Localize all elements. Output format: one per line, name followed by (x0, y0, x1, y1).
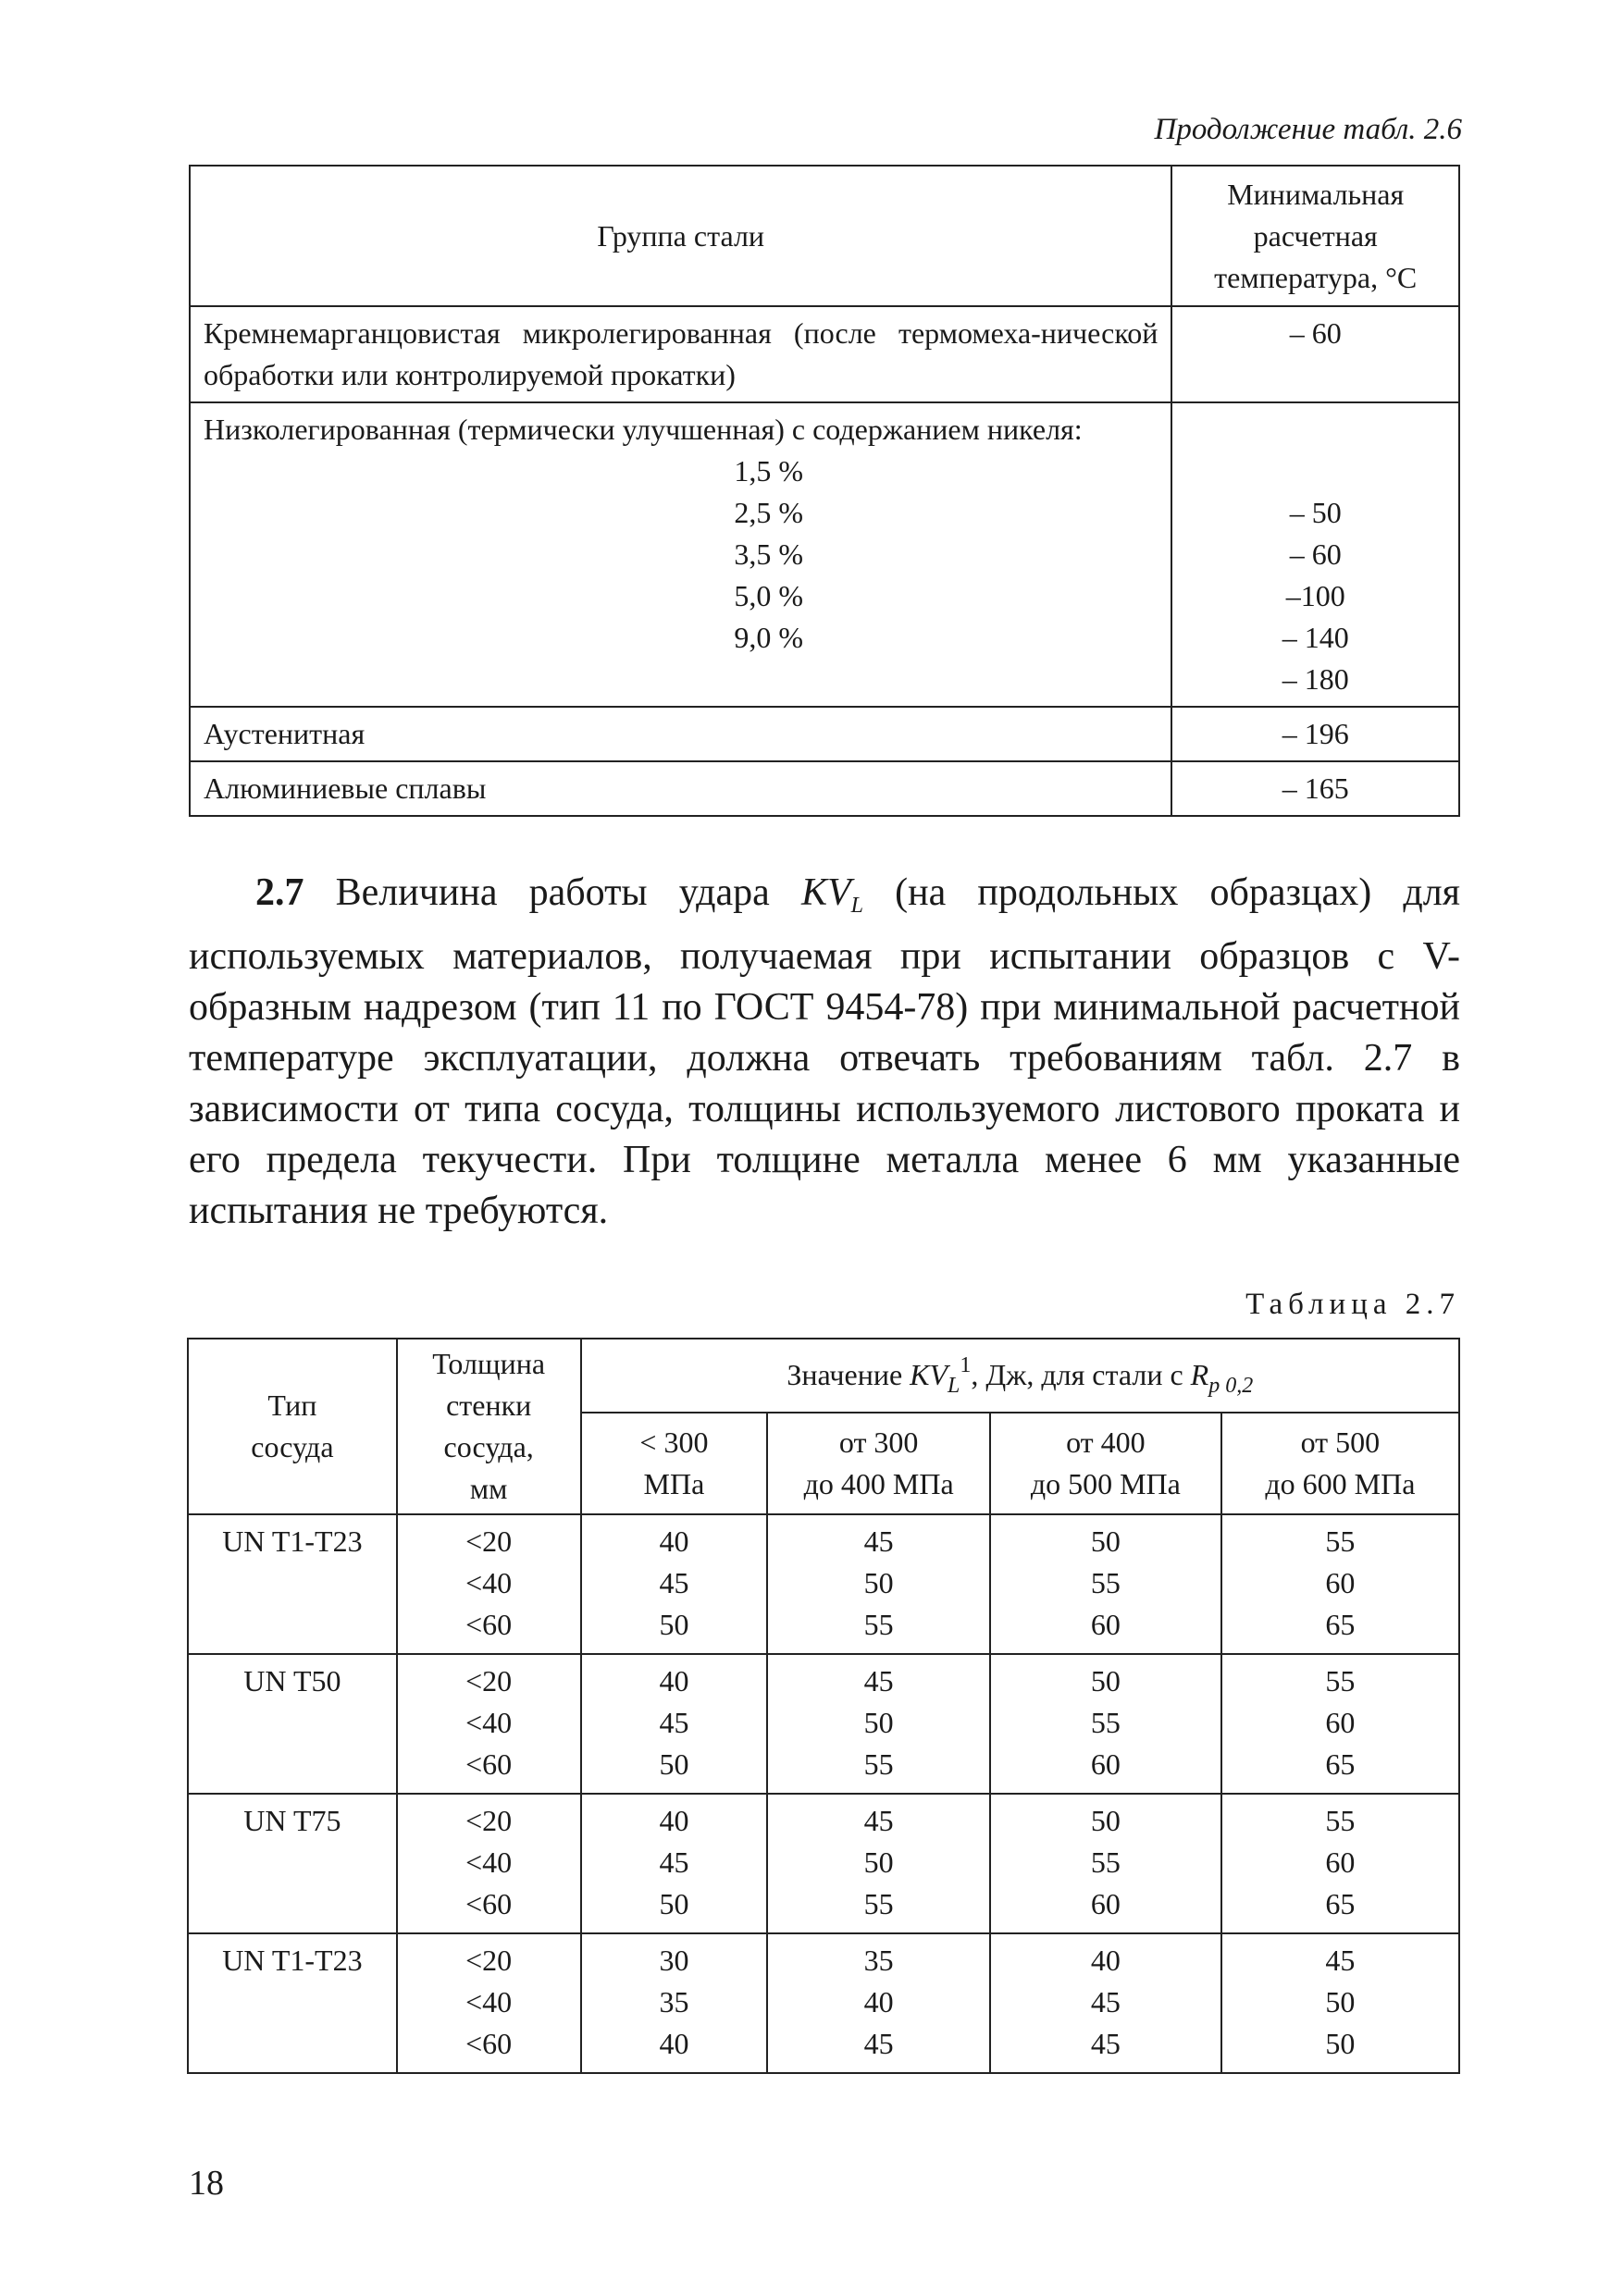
table-header-row (188, 1339, 1459, 1413)
temperature-value: – 180 (1282, 662, 1349, 696)
kv-values-cell (581, 1933, 768, 2073)
header-min-temperature (1171, 166, 1459, 306)
thickness-value: <40 (465, 1845, 513, 1879)
page-number: 18 (189, 2164, 224, 2203)
steel-group-label: Алюминиевые сплавы (190, 761, 1171, 816)
temperature-value: – 196 (1171, 707, 1459, 761)
kv-value: 45 (863, 1804, 894, 1837)
kv-values-cell (990, 1654, 1221, 1794)
thickness-value: <60 (465, 1608, 513, 1641)
kv-symbol: KV (800, 871, 851, 914)
table-header-row (190, 166, 1459, 306)
kv-values-cell (1221, 1933, 1459, 2073)
kv-value: 55 (863, 1608, 894, 1641)
kv-value: 45 (659, 1706, 689, 1739)
kv-value: 60 (1325, 1706, 1356, 1739)
header-line: температура, °С (1214, 260, 1418, 294)
header-line: мм (469, 1472, 508, 1505)
kv-value: 65 (1325, 1887, 1356, 1920)
kv-value: 35 (659, 1985, 689, 2018)
table-2-6-continuation (189, 165, 1460, 817)
kv-values-cell (1221, 1654, 1459, 1794)
steel-group-nickel (190, 402, 1171, 707)
kv-values-cell (581, 1514, 768, 1654)
kv-values-cell (990, 1933, 1221, 2073)
temperature-value: –100 (1285, 579, 1345, 612)
kv-value: 45 (1090, 2027, 1121, 2060)
steel-group-label: Кремнемарганцовистая микролегированная (после термомеха-нической обработки или контролируемой прокатки) (190, 306, 1171, 402)
thickness-value: <20 (465, 1944, 513, 1977)
table-row (188, 1933, 1459, 2073)
vessel-type: UN T75 (188, 1794, 397, 1933)
vessel-type: UN T1-T23 (188, 1514, 397, 1654)
temperature-value: – 60 (1289, 537, 1342, 571)
thickness-value: <60 (465, 2027, 513, 2060)
kv-values-cell (990, 1794, 1221, 1933)
thickness-value: <40 (465, 1566, 513, 1599)
table-row (190, 402, 1459, 707)
temperature-values (1171, 402, 1459, 707)
kv-value: 55 (1325, 1804, 1356, 1837)
thickness-value: <20 (465, 1524, 513, 1558)
r-symbol: R (1190, 1357, 1209, 1391)
thickness-value: <40 (465, 1985, 513, 2018)
kv-value: 50 (1325, 1985, 1356, 2018)
kv-value: 55 (1090, 1845, 1121, 1879)
paragraph-text: Величина работы удара (304, 871, 801, 914)
header-strength-range (1221, 1413, 1459, 1514)
kv-symbol: KV (910, 1357, 948, 1391)
header-line: до 600 МПа (1265, 1467, 1416, 1500)
thickness-value: <20 (465, 1664, 513, 1697)
temperature-value: – 60 (1171, 306, 1459, 402)
section-2-7-paragraph (189, 868, 1460, 1237)
header-line: МПа (643, 1467, 705, 1500)
kv-value: 45 (1325, 1944, 1356, 1977)
kv-value: 50 (1325, 2027, 1356, 2060)
header-text: , Дж, для стали с (971, 1357, 1191, 1391)
thickness-value: <20 (465, 1804, 513, 1837)
header-line: сосуда, (443, 1430, 534, 1463)
kv-values-cell (1221, 1794, 1459, 1933)
header-line: расчетная (1253, 218, 1378, 253)
header-line: от 300 (838, 1426, 919, 1459)
header-line: стенки (446, 1389, 532, 1422)
header-strength-range (990, 1413, 1221, 1514)
kv-value: 45 (659, 1566, 689, 1599)
header-line: Толщина (432, 1347, 546, 1380)
kv-values-cell (1221, 1514, 1459, 1654)
kv-value: 55 (1325, 1664, 1356, 1697)
kv-value: 40 (659, 1664, 689, 1697)
kv-value: 50 (863, 1706, 894, 1739)
header-vessel-type (188, 1339, 397, 1514)
kv-value: 50 (659, 1747, 689, 1781)
steel-group-label: Аустенитная (190, 707, 1171, 761)
kv-values-cell (581, 1794, 768, 1933)
table-2-7-caption: Таблица 2.7 (1245, 1288, 1460, 1321)
temperature-value: – 165 (1171, 761, 1459, 816)
header-line: до 500 МПа (1030, 1467, 1181, 1500)
thickness-cell (397, 1933, 581, 2073)
kv-values-cell (767, 1933, 990, 2073)
kv-value: 45 (863, 1664, 894, 1697)
kv-value: 40 (659, 1524, 689, 1558)
temperature-value: – 140 (1282, 621, 1349, 654)
temperature-value: – 50 (1289, 496, 1342, 529)
header-line: от 400 (1066, 1426, 1146, 1459)
kv-value: 40 (1090, 1944, 1121, 1977)
header-line: Минимальная (1227, 177, 1405, 211)
header-line: сосуда (251, 1430, 334, 1463)
kv-value: 60 (1090, 1608, 1121, 1641)
kv-value: 45 (863, 2027, 894, 2060)
header-wall-thickness (397, 1339, 581, 1514)
kv-value: 55 (1090, 1566, 1121, 1599)
thickness-cell (397, 1654, 581, 1794)
kv-value: 45 (1090, 1985, 1121, 2018)
kv-value: 35 (863, 1944, 894, 1977)
table-2-7 (187, 1338, 1460, 2074)
header-steel-group: Группа стали (190, 166, 1171, 306)
paragraph-text: (на продольных образцах) для используемых материалов, получаемая при испытании образцов с V-образным надрезом (тип 11 по ГОСТ 9454-78) при минимальной расчетной температуре эксплуатации, должна отвечать требованиям табл. 2.7 в зависимости от типа сосуда, толщины используемого листового проката и его предела текучести. При толщине металла менее 6 мм указанные испытания не требуются. (189, 871, 1460, 1232)
kv-subscript: L (850, 894, 864, 918)
kv-value: 40 (863, 1985, 894, 2018)
thickness-value: <40 (465, 1706, 513, 1739)
kv-value: 50 (659, 1887, 689, 1920)
r-subscript: p 0,2 (1208, 1373, 1254, 1398)
kv-value: 50 (1090, 1524, 1121, 1558)
header-line: < 300 (639, 1426, 709, 1459)
kv-value: 65 (1325, 1608, 1356, 1641)
kv-value: 55 (863, 1887, 894, 1920)
table-row (190, 761, 1459, 816)
kv-value: 50 (1090, 1664, 1121, 1697)
kv-value: 50 (863, 1566, 894, 1599)
section-number: 2.7 (255, 871, 304, 914)
kv-values-cell (990, 1514, 1221, 1654)
kv-values-cell (767, 1794, 990, 1933)
spacer (1185, 409, 1445, 492)
table-continuation-caption: Продолжение табл. 2.6 (1154, 113, 1462, 146)
kv-value: 55 (1325, 1524, 1356, 1558)
kv-value: 60 (1325, 1845, 1356, 1879)
kv-value: 60 (1325, 1566, 1356, 1599)
steel-group-label: Низколегированная (термически улучшенная) с содержанием никеля: (204, 413, 1083, 446)
header-line: Тип (267, 1389, 317, 1422)
kv-value: 55 (1090, 1706, 1121, 1739)
nickel-content: 3,5 % (734, 537, 804, 571)
kv-values-cell (767, 1514, 990, 1654)
vessel-type: UN T1-T23 (188, 1933, 397, 2073)
table-row (188, 1654, 1459, 1794)
kv-value: 30 (659, 1944, 689, 1977)
table-row (190, 306, 1459, 402)
kv-value: 50 (1090, 1804, 1121, 1837)
table-row (188, 1794, 1459, 1933)
kv-value: 45 (659, 1845, 689, 1879)
kv-value: 45 (863, 1524, 894, 1558)
kv-value: 55 (863, 1747, 894, 1781)
header-text: Значение (787, 1357, 911, 1391)
kv-value: 40 (659, 1804, 689, 1837)
kv-values-cell (767, 1654, 990, 1794)
thickness-cell (397, 1794, 581, 1933)
kv-values-cell (581, 1654, 768, 1794)
vessel-type: UN T50 (188, 1654, 397, 1794)
header-line: от 500 (1300, 1426, 1381, 1459)
nickel-content: 2,5 % (734, 496, 804, 529)
header-kv-group (581, 1339, 1459, 1413)
kv-value: 50 (659, 1608, 689, 1641)
header-line: до 400 МПа (803, 1467, 954, 1500)
nickel-content: 1,5 % (734, 454, 804, 488)
footnote-marker: 1 (960, 1352, 972, 1377)
nickel-content: 9,0 % (734, 621, 804, 654)
thickness-value: <60 (465, 1887, 513, 1920)
header-strength-range (581, 1413, 768, 1514)
kv-subscript: L (948, 1373, 960, 1398)
kv-value: 65 (1325, 1747, 1356, 1781)
table-row (190, 707, 1459, 761)
header-strength-range (767, 1413, 990, 1514)
kv-value: 40 (659, 2027, 689, 2060)
table-row (188, 1514, 1459, 1654)
nickel-content: 5,0 % (734, 579, 804, 612)
thickness-cell (397, 1514, 581, 1654)
thickness-value: <60 (465, 1747, 513, 1781)
kv-value: 60 (1090, 1747, 1121, 1781)
kv-value: 60 (1090, 1887, 1121, 1920)
kv-value: 50 (863, 1845, 894, 1879)
